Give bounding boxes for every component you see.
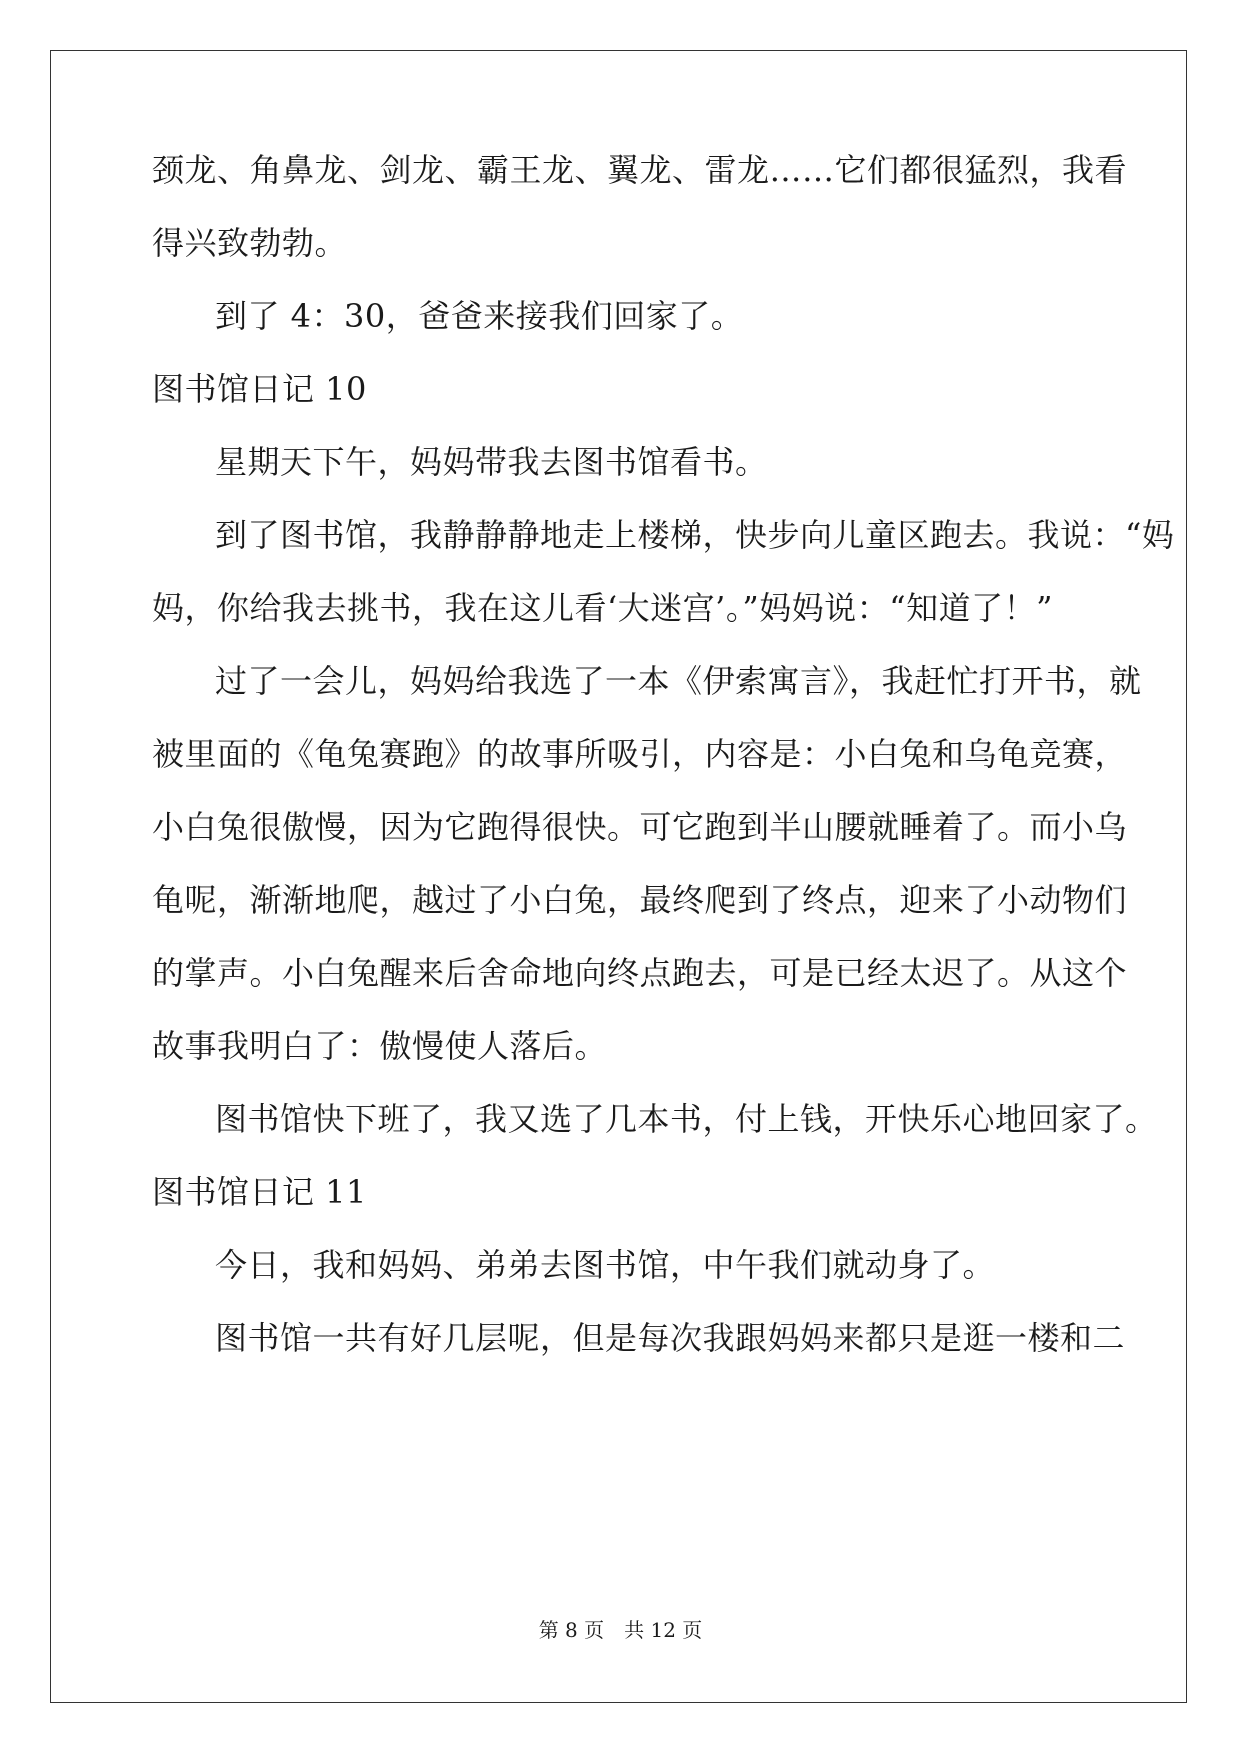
- section-heading: 图书馆日记 10: [152, 370, 367, 408]
- paragraph-line: 得兴致勃勃。: [152, 224, 348, 262]
- paragraph-line: 小白兔很傲慢，因为它跑得很快。可它跑到半山腰就睡着了。而小乌: [152, 808, 1128, 846]
- paragraph-line: 被里面的《龟兔赛跑》的故事所吸引，内容是：小白兔和乌龟竞赛，: [152, 735, 1128, 773]
- paragraph-line: 星期天下午，妈妈带我去图书馆看书。: [215, 443, 768, 481]
- page-number: 第 8 页 共 12 页: [538, 1618, 703, 1642]
- paragraph-line: 到了 4：30，爸爸来接我们回家了。: [215, 297, 744, 335]
- paragraph-line: 图书馆快下班了，我又选了几本书，付上钱，开快乐心地回家了。: [215, 1100, 1158, 1138]
- section-heading: 图书馆日记 11: [152, 1173, 367, 1211]
- paragraph-line: 龟呢，渐渐地爬，越过了小白兔，最终爬到了终点，迎来了小动物们: [152, 881, 1128, 919]
- paragraph-line: 妈，你给我去挑书，我在这儿看‘大迷宫’。”妈妈说：“知道了！”: [152, 589, 1053, 627]
- paragraph-line: 颈龙、角鼻龙、剑龙、霸王龙、翼龙、雷龙……它们都很猛烈，我看: [152, 151, 1128, 189]
- paragraph-line: 的掌声。小白兔醒来后舍命地向终点跑去，可是已经太迟了。从这个: [152, 954, 1128, 992]
- paragraph-line: 图书馆一共有好几层呢，但是每次我跟妈妈来都只是逛一楼和二: [215, 1319, 1126, 1357]
- paragraph-line: 到了图书馆，我静静静地走上楼梯，快步向儿童区跑去。我说：“妈: [215, 516, 1175, 554]
- paragraph-line: 过了一会儿，妈妈给我选了一本《伊索寓言》，我赶忙打开书，就: [215, 662, 1142, 700]
- paragraph-line: 故事我明白了：傲慢使人落后。: [152, 1027, 608, 1065]
- paragraph-line: 今日，我和妈妈、弟弟去图书馆，中午我们就动身了。: [215, 1246, 996, 1284]
